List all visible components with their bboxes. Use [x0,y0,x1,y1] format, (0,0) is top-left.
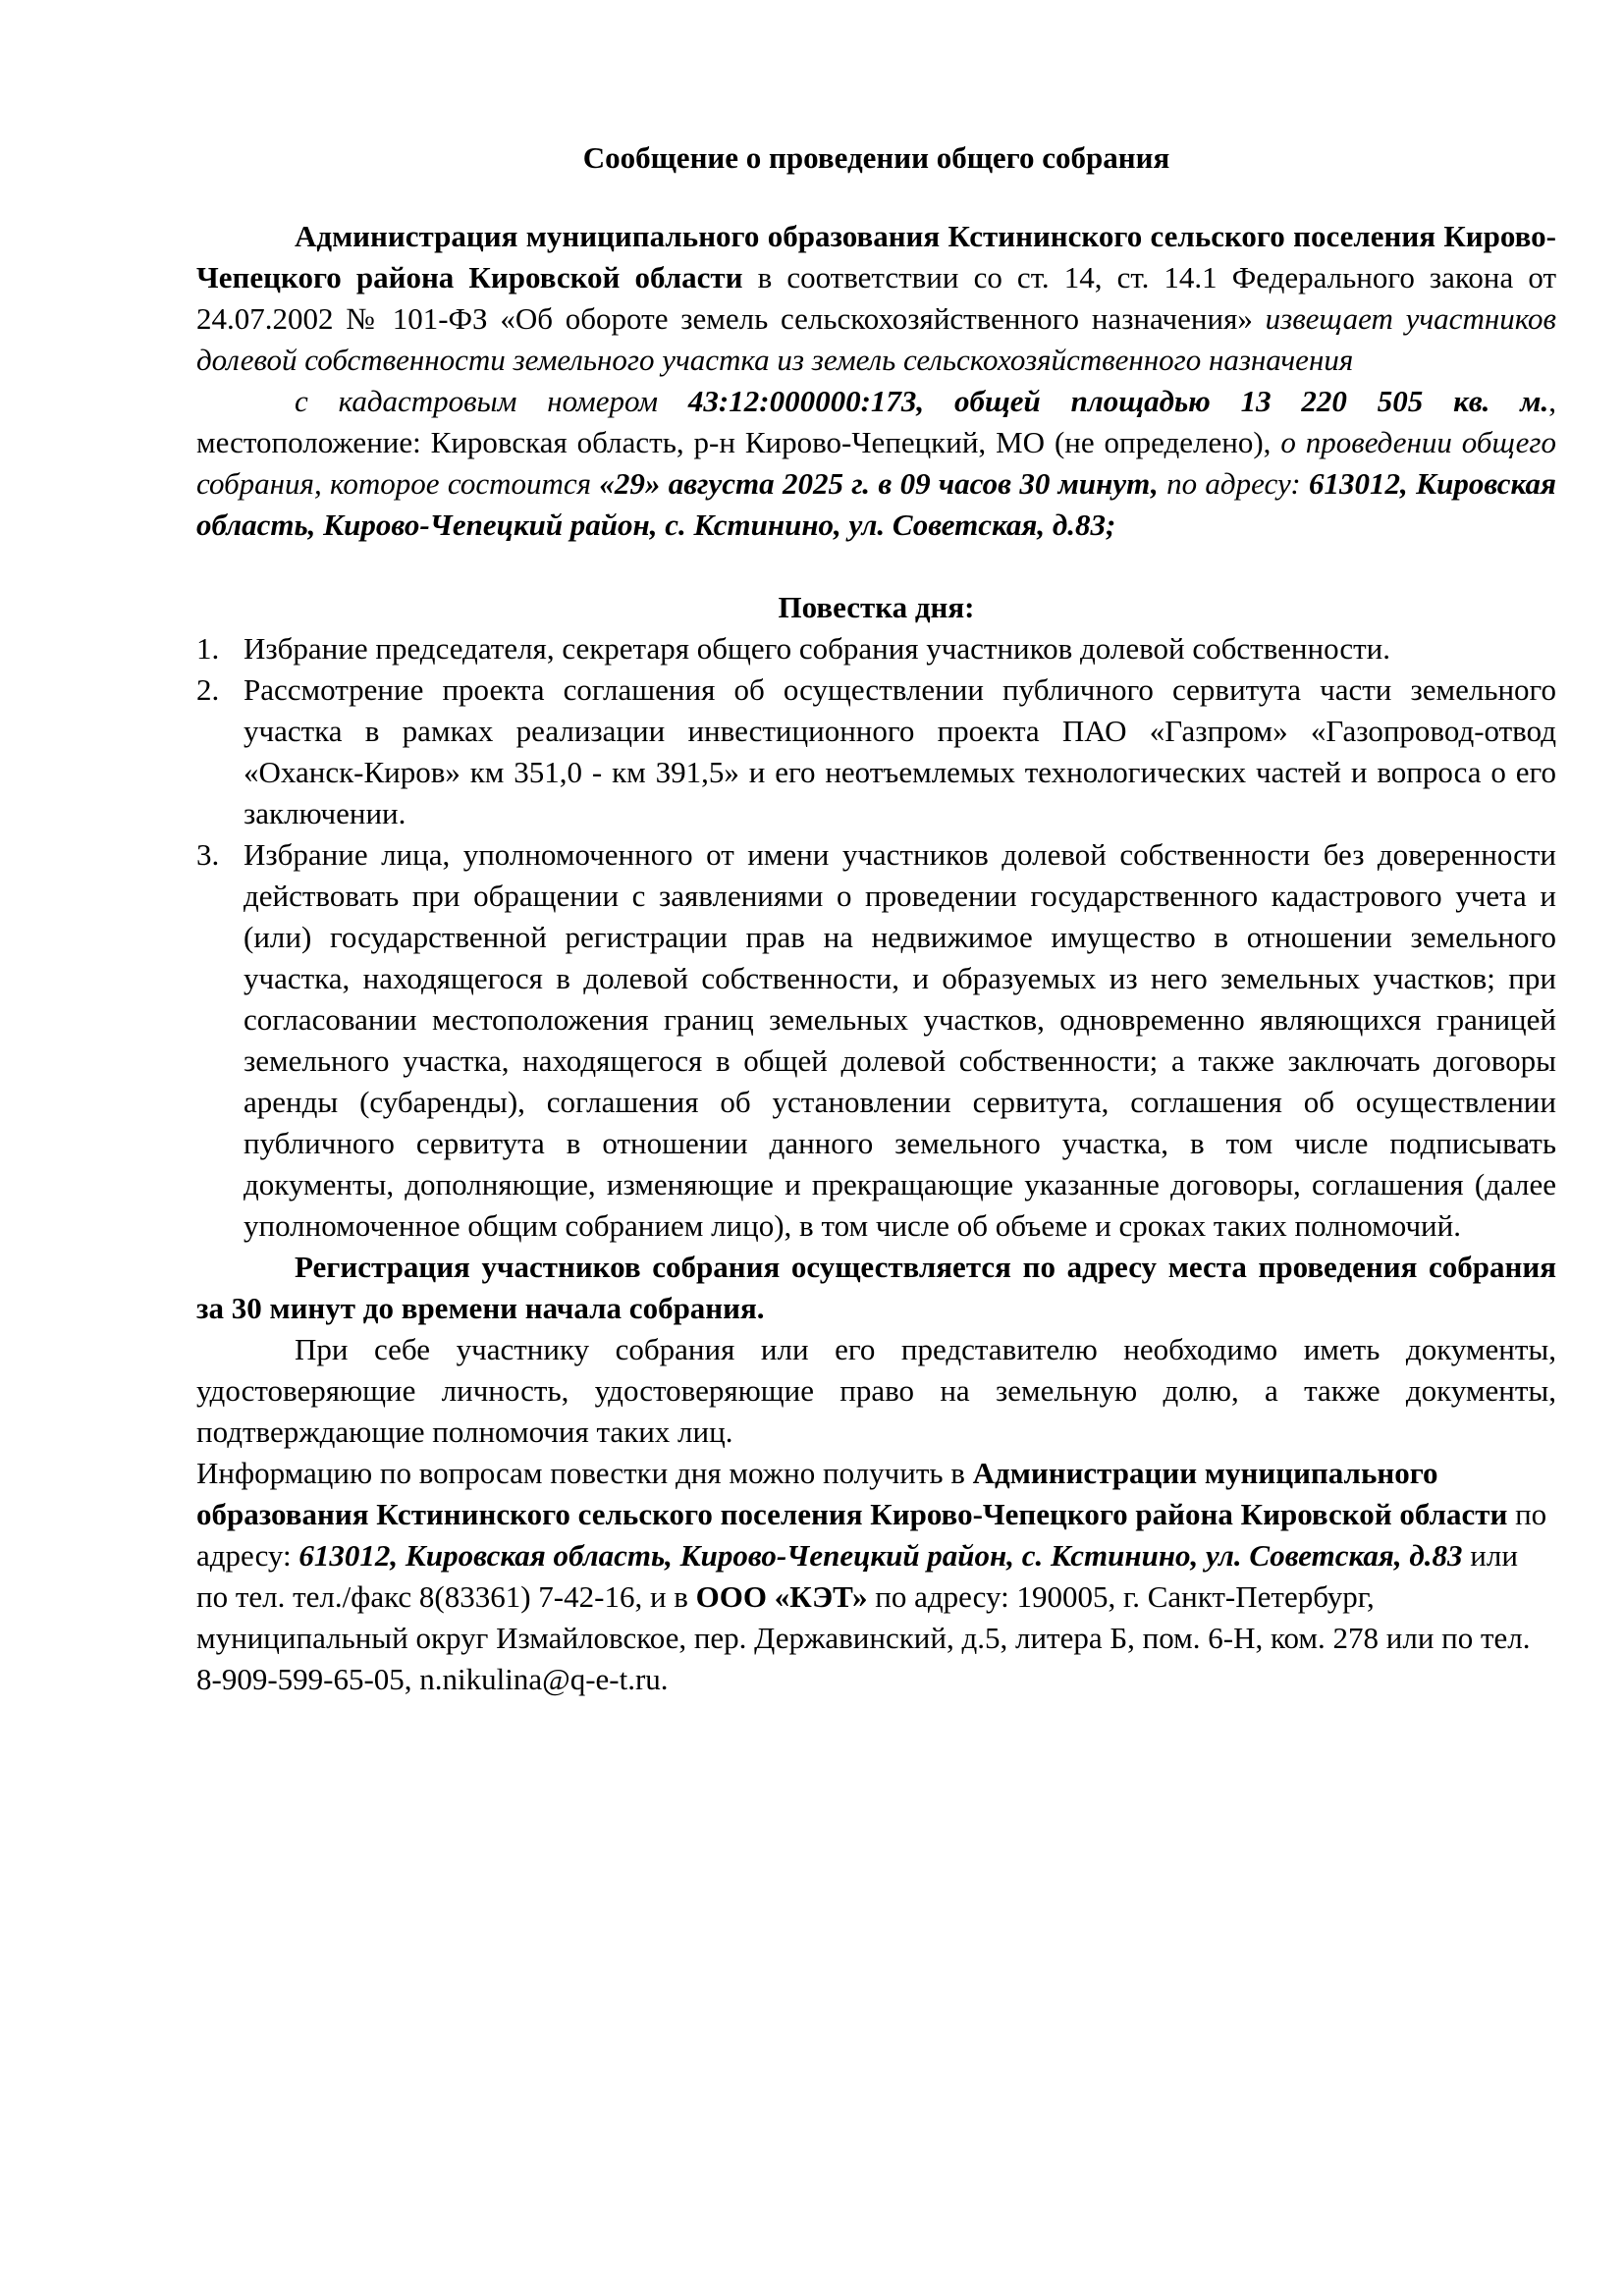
agenda-item-number: 2. [196,672,220,707]
info-phone: или по тел. тел./факс 8(83361) 7-42-16, и в [196,1538,1518,1614]
agenda-item-text: Избрание лица, уполномоченного от имени участников долевой собственности без доверенности действовать при обращении с заявлениями о проведении государственного кадастрового учета и (или) государственной регистрации прав на недвижимое имущество в отношении земельного участка, находящегося в долевой собственности, и образуемых из него земельных участков; при согласовании местоположения границ земельных участков, одновременно являющихся границей земельного участка, находящегося в общей долевой собственности; а также заключать договоры аренды (субаренды), соглашения об установлении сервитута, соглашения об осуществлении публичного сервитута в отношении данного земельного участка, в том числе подписывать документы, дополняющие, изменяющие и прекращающие указанные договоры, соглашения (далее уполномоченное общим собранием лицо), в том числе об объеме и сроках таких полномочий. [244,837,1556,1243]
meeting-announcement: о проведении общего собрания, которое состоится [196,425,1557,501]
agenda-item [196,669,1556,834]
info-administration: Администрации муниципального образования Кстининского сельского поселения Кирово-Чепецкого района Кировской области [196,1456,1508,1531]
agenda-title: Повестка дня: [778,590,975,624]
location-text: , местоположение: Кировская область, р-н Кирово-Чепецкий, МО (не определено), [196,384,1556,459]
agenda-item [196,834,1556,1247]
registration-paragraph [196,1247,1556,1329]
agenda-item-number: 1. [196,631,220,666]
document-title: Сообщение о проведении общего собрания [582,140,1170,175]
notification-text: извещает участников долевой собственности земельного участка из земель сельскохозяйственного назначения [196,301,1556,377]
meeting-details-paragraph [196,381,1556,546]
agenda-item [196,628,1556,669]
agenda-item-number: 3. [196,837,220,872]
contact-info-paragraph [196,1453,1556,1700]
address-label: по адресу: [1158,466,1310,501]
administration-name: Администрация муниципального образования Кстининского сельского поселения Кирово-Чепецкого района Кировской области [196,219,1556,294]
info-administration-address: 613012, Кировская область, Кирово-Чепецкий район, с. Кстинино, ул. Советская, д.83 [298,1538,1463,1573]
document-page [196,137,1556,1700]
agenda-list [196,628,1556,1247]
intro-paragraph [196,216,1556,381]
info-company-contacts: по адресу: 190005, г. Санкт-Петербург, муниципальный округ Измайловское, пер. Державинский, д.5, литера Б, пом. 6-Н, ком. 278 или по тел. 8-909-599-65-05, n.nikulina@q-e-t.ru. [196,1579,1531,1696]
agenda-item-text: Избрание председателя, секретаря общего собрания участников долевой собственности. [244,631,1391,666]
cadastral-number-area: 43:12:000000:173, общей площадью 13 220 505 кв. м. [687,384,1549,418]
legal-basis-text: в соответствии со ст. 14, ст. 14.1 Федерального закона от 24.07.2002 № 101-ФЗ «Об обороте земель сельскохозяйственного назначения» [196,260,1556,336]
cadastral-label: с кадастровым номером [295,384,688,418]
meeting-date-time: «29» августа 2025 г. в 09 часов 30 минут, [599,466,1159,501]
agenda-item-text: Рассмотрение проекта соглашения об осуществлении публичного сервитута части земельного участка в рамках реализации инвестиционного проекта ПАО «Газпром» «Газопровод-отвод «Оханск-Киров» км 351,0 - км 391,5» и его неотъемлемых технологических частей и вопроса о его заключении. [244,672,1556,830]
info-intro: Информацию по вопросам повестки дня можно получить в [196,1456,973,1490]
info-address-label: по адресу: [196,1497,1547,1573]
meeting-address: 613012, Кировская область, Кирово-Чепецкий район, с. Кстинино, ул. Советская, д.83; [196,466,1556,542]
registration-text: Регистрация участников собрания осуществляется по адресу места проведения собрания за 30 минут до времени начала собрания. [196,1250,1556,1325]
info-company: ООО «КЭТ» [695,1579,868,1614]
documents-paragraph: При себе участнику собрания или его представителю необходимо иметь документы, удостоверяющие личность, удостоверяющие право на земельную долю, а также документы, подтверждающие полномочия таких лиц. [196,1332,1556,1449]
